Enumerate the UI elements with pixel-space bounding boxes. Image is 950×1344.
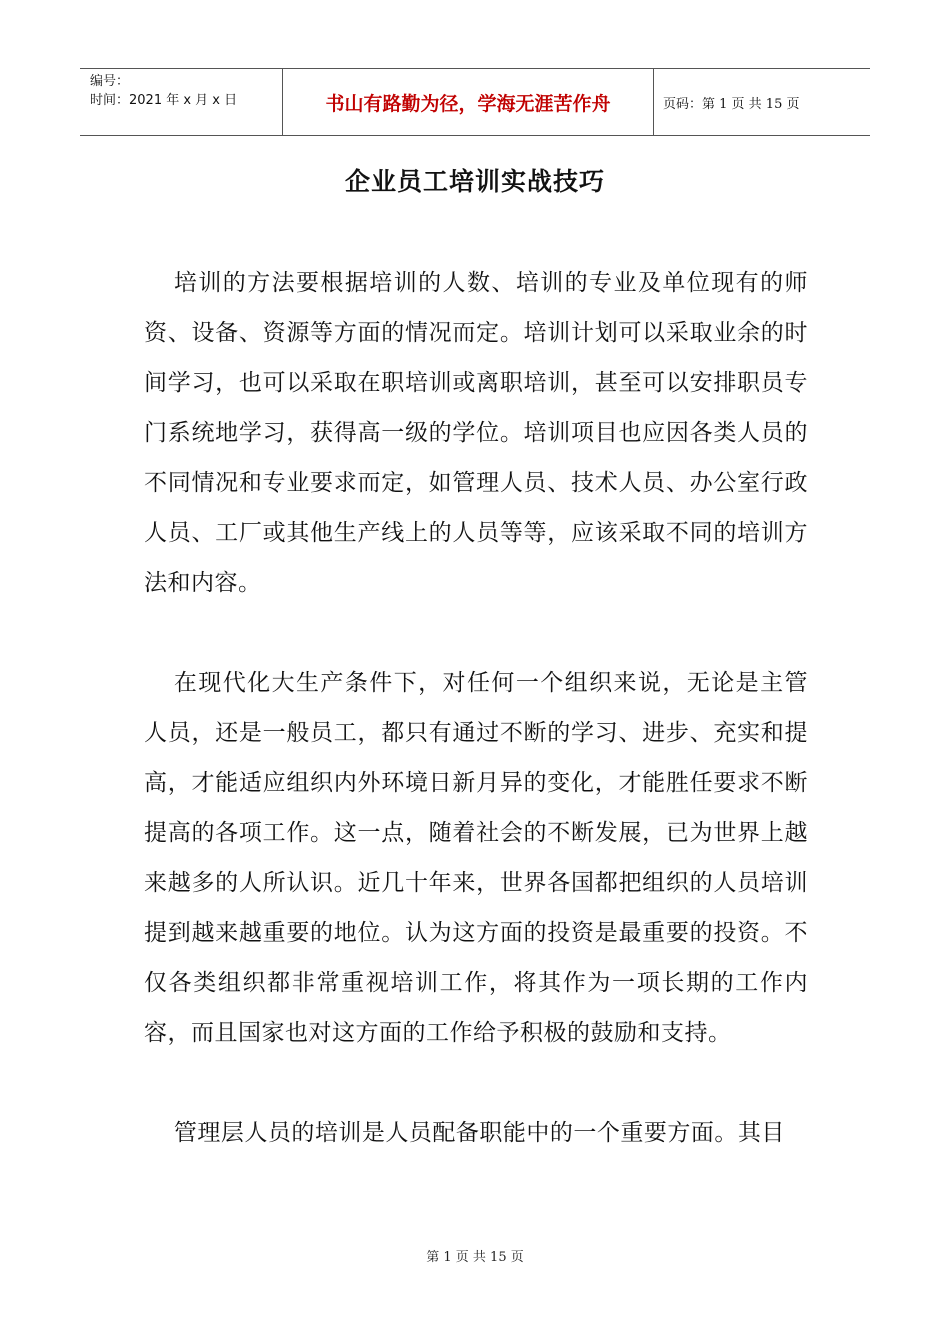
document-body	[144, 258, 808, 1208]
document-number-label: 编号：	[90, 74, 130, 89]
body-paragraph: 在现代化大生产条件下，对任何一个组织来说，无论是主管人员，还是一般员工，都只有通过不断的学习、进步、充实和提高，才能适应组织内外环境日新月异的变化，才能胜任要求不断提高的各项工作。这一点，随着社会的不断发展，已为世界上越来越多的人所认识。近几十年来，世界各国都把组织的人员培训提到越来越重要的地位。认为这方面的投资是最重要的投资。不仅各类组织都非常重视培训工作，将其作为一项长期的工作内容，而且国家也对这方面的工作给予积极的鼓励和支持。	[144, 670, 808, 1046]
body-paragraph: 培训的方法要根据培训的人数、培训的专业及单位现有的师资、设备、资源等方面的情况而定。培训计划可以采取业余的时间学习，也可以采取在职培训或离职培训，甚至可以安排职员专门系统地学习，获得高一级的学位。培训项目也应因各类人员的不同情况和专业要求而定，如管理人员、技术人员、办公室行政人员、工厂或其他生产线上的人员等等，应该采取不同的培训方法和内容。	[144, 270, 808, 596]
page-footer: 第 1 页 共 15 页	[426, 1250, 524, 1265]
body-paragraph: 管理层人员的培训是人员配备职能中的一个重要方面。其目	[173, 1120, 785, 1146]
header-motto: 书山有路勤为径，学海无涯苦作舟	[282, 69, 654, 135]
document-title: 企业员工培训实战技巧	[344, 167, 605, 196]
document-date-label: 时间：2021 年 x 月 x 日	[90, 93, 238, 108]
header-page-info: 页码：第 1 页 共 15 页	[663, 96, 800, 112]
header-meta	[80, 69, 282, 135]
page-header	[80, 68, 870, 136]
